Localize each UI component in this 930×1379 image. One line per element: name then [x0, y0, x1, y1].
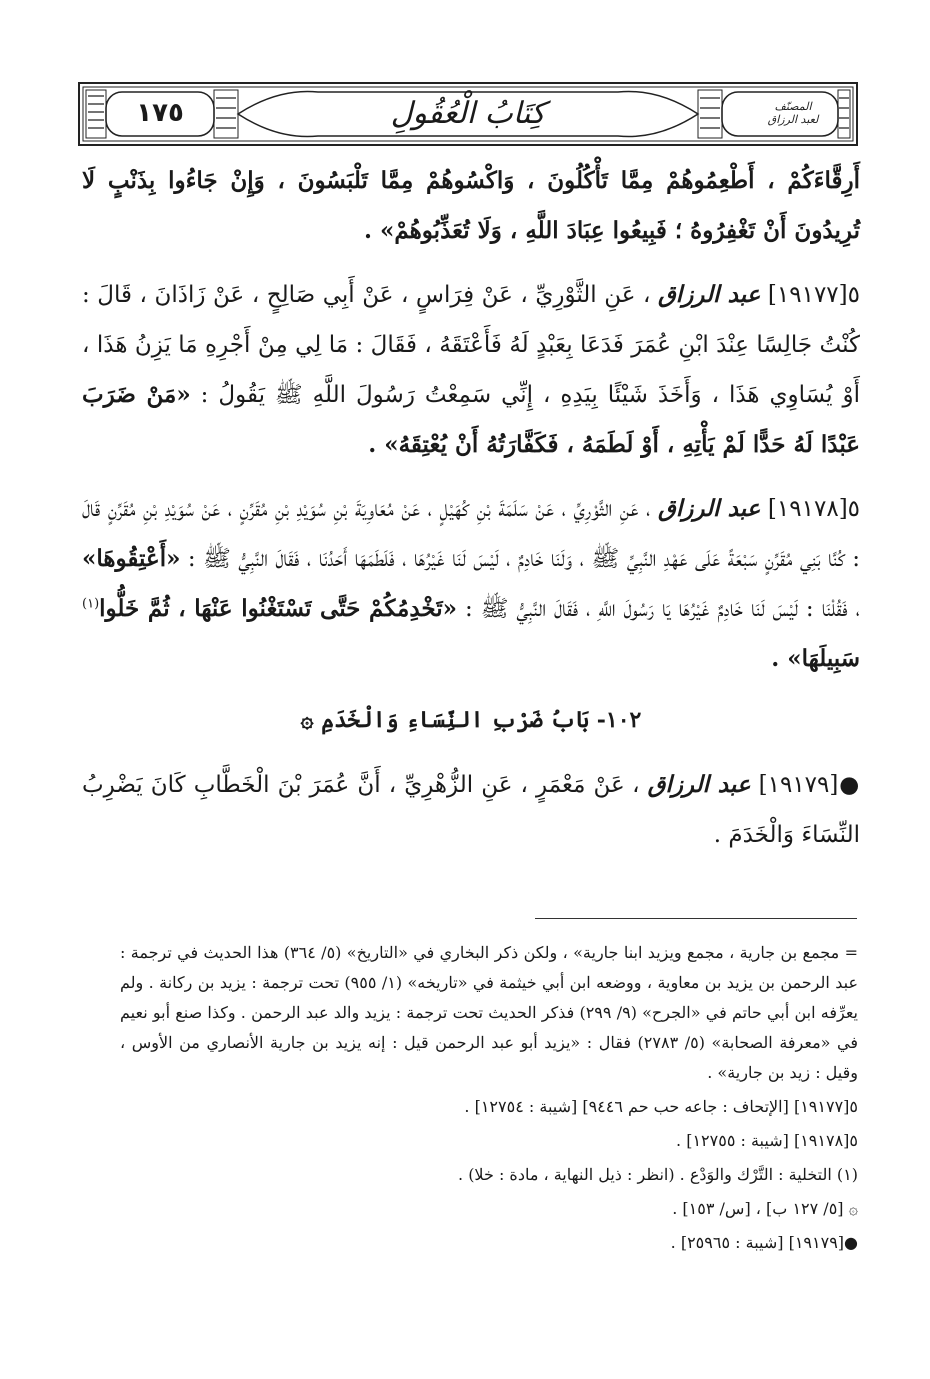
source-ref-19178: ٥[١٩١٧٨] [شيبة : ١٢٧٥٥] . — [676, 1131, 858, 1150]
footnote-reference[interactable]: (١) — [82, 596, 100, 612]
hadith-19179 — [82, 760, 860, 860]
source-ref-19177: ٥[١٩١٧٧] [الإتحاف : جاعه حب حم ٩٤٤٦] [شيبة : ١٢٧٥٤] . — [464, 1097, 858, 1116]
hadith-quote: «تَخْدِمُكُمْ حَتَّى تَسْتَغْنُوا عَنْهَا ، ثُمَّ خَلُّوا — [99, 595, 458, 622]
narrator-name: عبد الرزاق — [658, 495, 761, 522]
narrator-name: عبد الرزاق — [657, 281, 761, 308]
hadith-marker: ٥[١٩١٧٧] — [767, 282, 861, 308]
footnote-continuation: = مجمع بن جارية ، مجمع ويزيد ابنا جارية» ، ولكن ذكر البخاري في «التاريخ» (٥/ ٣٦٤) هذا الحديث في ترجمة : عبد الرحمن بن يزيد بن معاوية ، ووضعه ابن أبي خيثمة في «تاريخه» (١/ ٩٥٥) تحت ترجمة : يزيد بن ركانة . ولم يعرِّفه ابن أبي حاتم في «الجرح» (٩/ ٢٩٩) فذكر الحديث تحت ترجمة : يزيد والد عبد الرحمن . وكذا صنع أبو نعيم في «معرفة الصحابة» (٥/ ٢٧٨٣) فقال : «يزيد أبو عبد الرحمن قيل : إنه يزيد بن جارية الأنصاري من الأوس ، وقيل : زيد بن جارية» . — [120, 943, 858, 1082]
logo-line-1: المصنّف — [774, 100, 812, 113]
hadith-quote: «مَنْ ضَرَبَ عَبْدًا لَهُ حَدًّا لَمْ يَأْتِهِ ، أَوْ لَطَمَهُ ، فَكَفَّارَتُهُ أَنْ يُعْتِقَهُ» . — [82, 381, 860, 458]
hadith-text: ، عَنِ الثَّوْرِيِّ ، عَنْ سَلَمَةَ بْنِ كُهَيْلٍ ، عَنْ مُعَاوِيَةَ بْنِ سُوَيْدِ بْنِ مُقَرِّنٍ ، عَنْ سُوَيْدِ بْنِ مُقَرِّنٍ قَالَ : كُنَّا بَنِي مُقَرِّنٍ سَبْعَةً عَلَى عَهْدِ النَّبِيِّ ﷺ ، وَلَنَا خَادِمٌ ، لَيْسَ لَنَا غَيْرُهَا ، فَلَطَمَهَا أَحَدُنَا ، فَقَالَ النَّبِيُّ ﷺ : — [82, 496, 860, 572]
book-title: كِتَابُ الْعُقُولِ — [390, 95, 546, 131]
manuscript-ref: ۞ [٥/ ١٢٧ ب] ، [س/ ١٥٣] . — [672, 1199, 858, 1218]
continuation-paragraph: أَرِقَّاءَكُمْ ، أَطْعِمُوهُمْ مِمَّا تَأْكُلُونَ ، وَاكْسُوهُمْ مِمَّا تَلْبَسُونَ ، وَإِنْ جَاءُوا بِذَنْبٍ لَا تُرِيدُونَ أَنْ تَغْفِرُوهُ ؛ فَبِيعُوا عِبَادَ اللَّهِ ، وَلَا تُعَذِّبُوهُمْ» . — [82, 167, 860, 244]
main-text — [82, 156, 860, 874]
footnote-separator — [535, 918, 857, 919]
hadith-marker: ٥[١٩١٧٨] — [767, 496, 861, 522]
page-number: ١٧٥ — [136, 98, 184, 128]
hadith-19177 — [82, 270, 860, 470]
footnotes — [120, 938, 858, 1262]
hadith-quote: سَبِيلَهَا» . — [771, 645, 860, 672]
page-header — [78, 82, 858, 146]
book-logo — [750, 92, 836, 134]
chapter-heading: ١٠٢- بَابُ ضَرْبِ النِّسَاءِ وَالْخَدَمِ ۞ — [300, 707, 642, 733]
source-ref-19179: ●[١٩١٧٩] [شيبة : ٢٥٩٦٥] . — [670, 1233, 858, 1252]
hadith-text: ، فَقُلْنَا : لَيْسَ لَنَا خَادِمٌ غَيْرُهَا يَا رَسُولَ اللَّهِ ، فَقَالَ النَّبِيُّ ﷺ : — [457, 596, 860, 622]
narrator-name: عبد الرزاق — [647, 771, 751, 798]
logo-line-2: لعبد الرزاق — [767, 113, 819, 126]
hadith-19178 — [82, 484, 860, 684]
hadith-text: ، عَنْ مَعْمَرٍ ، عَنِ الزُّهْرِيِّ ، أَنَّ عُمَرَ بْنَ الْخَطَّابِ كَانَ يَضْرِبُ النِّسَاءَ وَالْخَدَمَ . — [82, 772, 860, 848]
hadith-text: ، عَنِ الثَّوْرِيِّ ، عَنْ فِرَاسٍ ، عَنْ أَبِي صَالِحٍ ، عَنْ زَاذَانَ ، قَالَ : كُنْتُ جَالِسًا عِنْدَ ابْنِ عُمَرَ فَدَعَا بِعَبْدٍ لَهُ فَأَعْتَقَهُ ، فَقَالَ : مَا لِي مِنْ أَجْرِهِ مَا يَزِنُ هَذَا ، أَوْ يُسَاوِي هَذَا ، وَأَخَذَ شَيْئًا بِيَدِهِ ، إِنِّي سَمِعْتُ رَسُولَ اللَّهِ ﷺ يَقُولُ : — [82, 282, 860, 408]
hadith-marker: ●[١٩١٧٩] — [758, 772, 860, 798]
footnote-1: (١) التخلية : التَّرْك والوَدْع . (انظر : ذيل النهاية ، مادة : خلا) . — [458, 1165, 858, 1184]
hadith-quote: «أَعْتِقُوهَا» — [82, 545, 181, 572]
